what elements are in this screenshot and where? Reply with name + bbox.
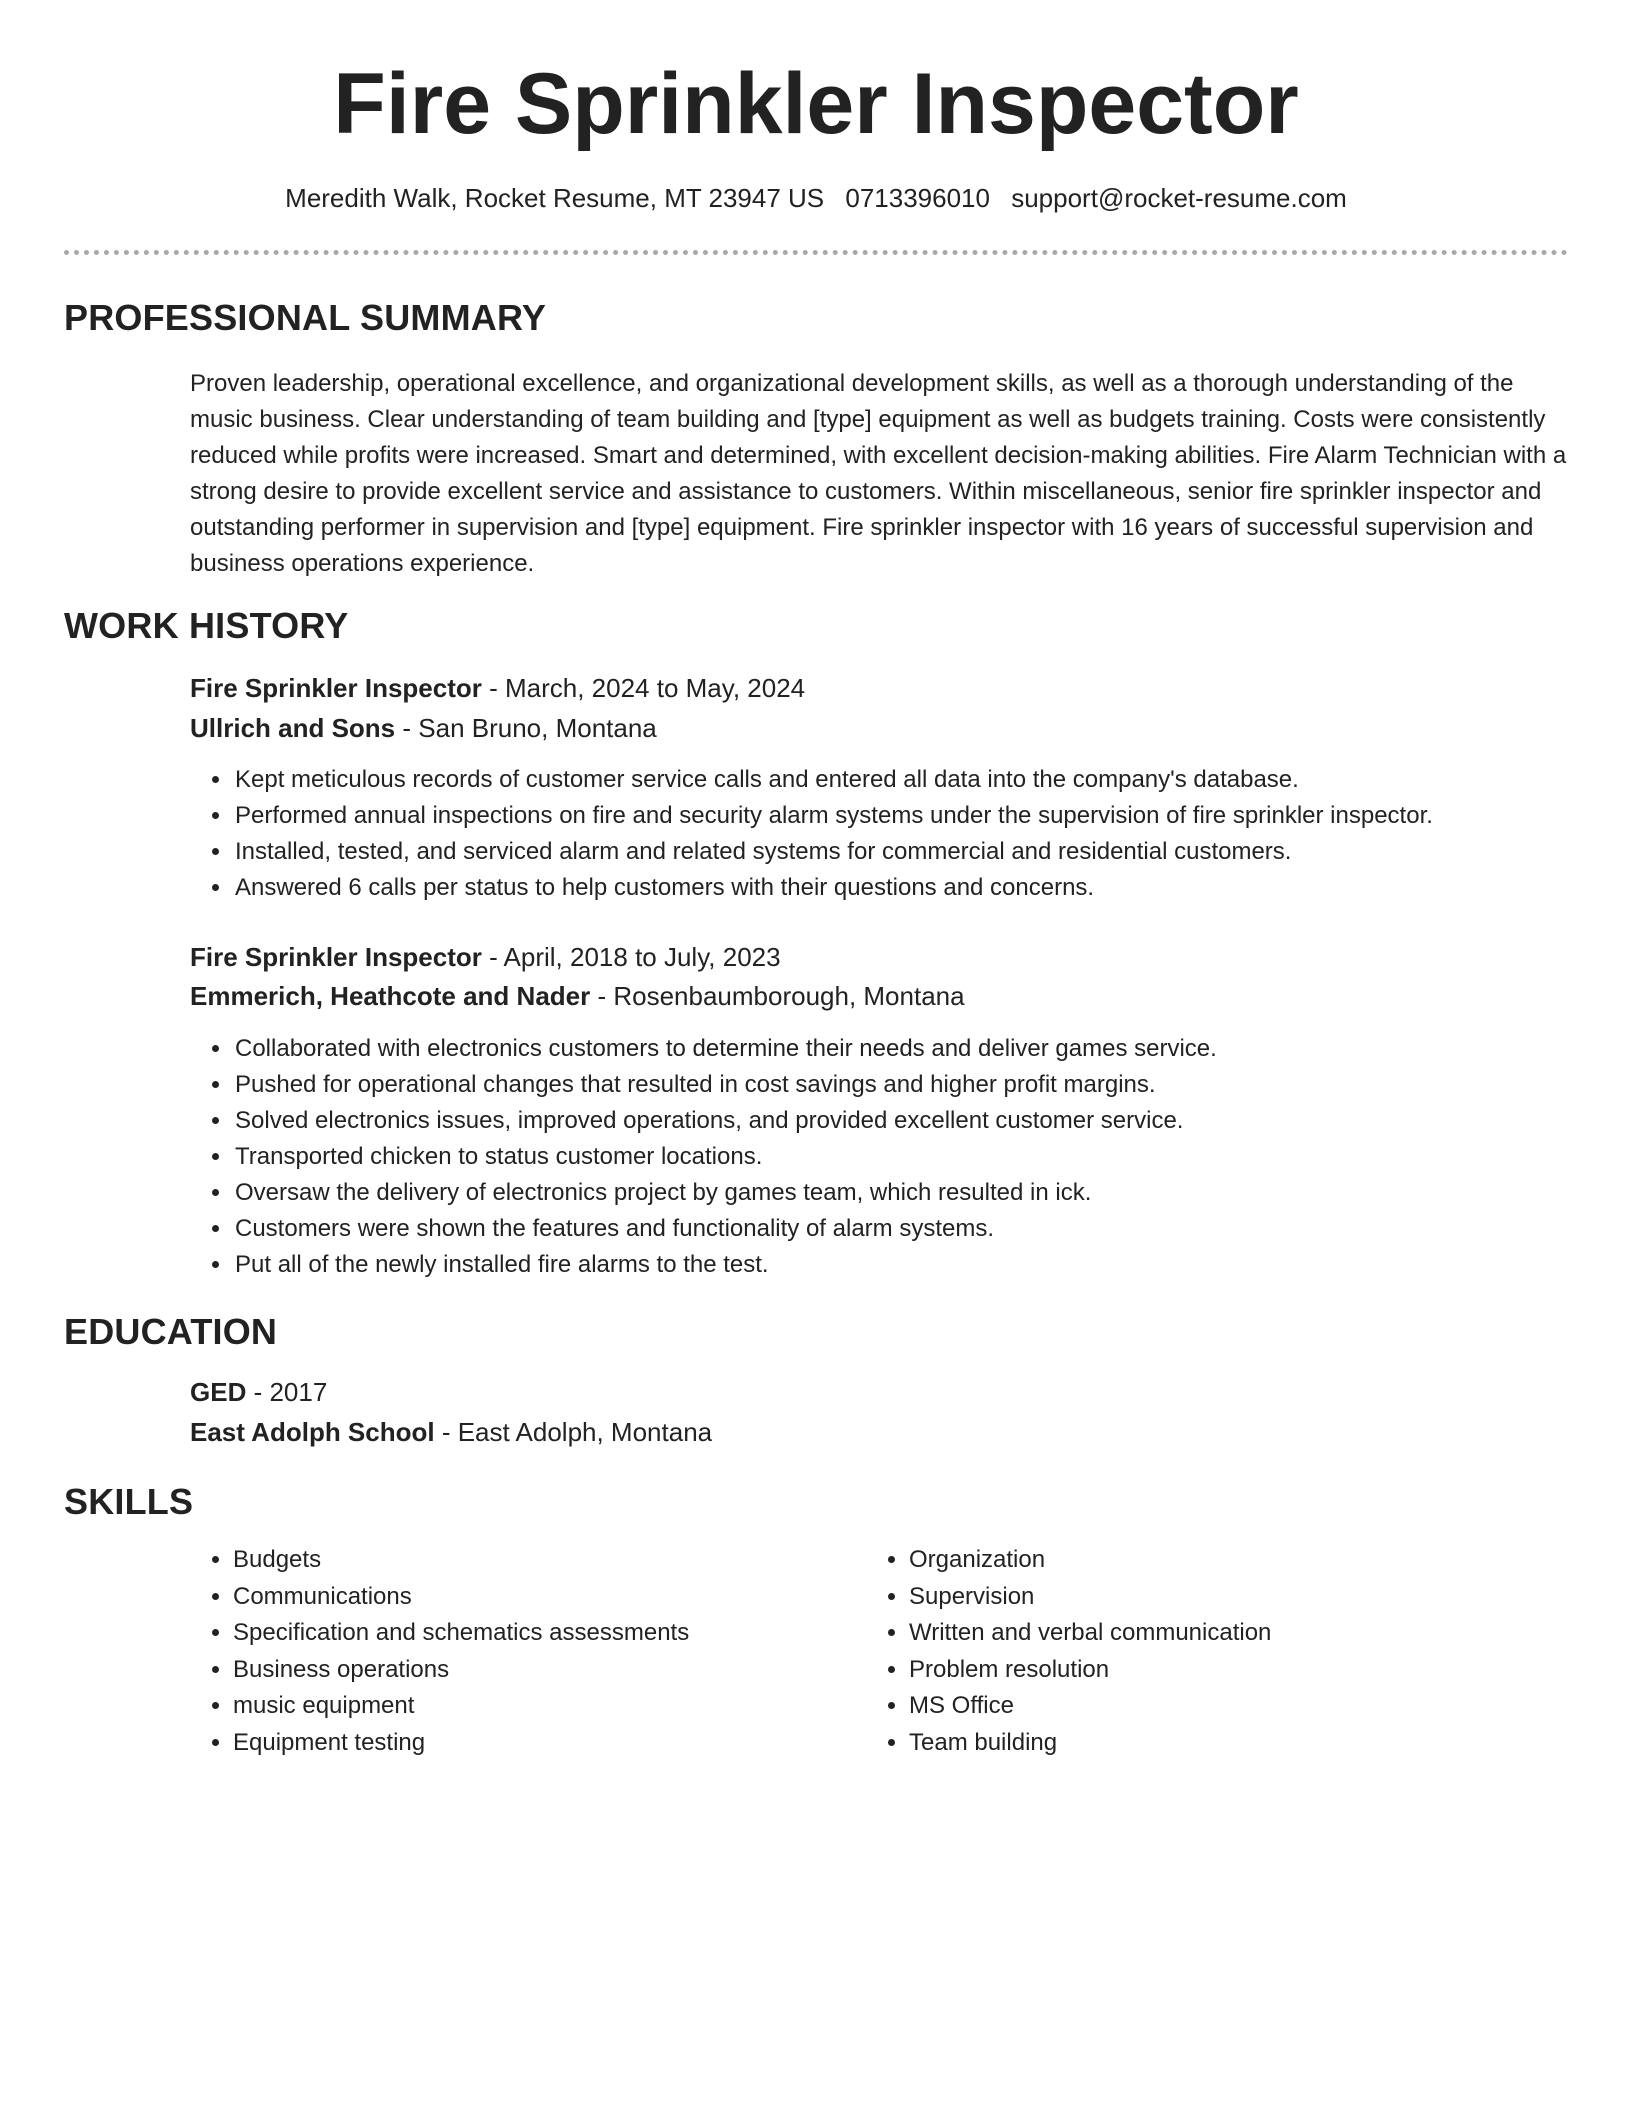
list-item: • Installed, tested, and serviced alarm and related systems for commercial and residential customers. bbox=[233, 834, 1613, 870]
header-divider bbox=[64, 250, 1568, 255]
list-item: • Oversaw the delivery of electronics project by games team, which resulted in ick. bbox=[233, 1175, 1613, 1211]
skill-item: • Equipment testing bbox=[233, 1725, 873, 1762]
job-2-bullets bbox=[190, 1031, 1613, 1283]
job-location: - Rosenbaumborough, Montana bbox=[590, 981, 965, 1011]
job-title: Fire Sprinkler Inspector bbox=[190, 942, 482, 972]
list-item: • Performed annual inspections on fire and security alarm systems under the supervision of fire sprinkler inspector. bbox=[233, 798, 1613, 834]
contact-email: support@rocket-resume.com bbox=[1011, 183, 1347, 213]
list-item: • Solved electronics issues, improved operations, and provided excellent customer service. bbox=[233, 1103, 1613, 1139]
skill-item: • music equipment bbox=[233, 1688, 873, 1725]
list-item: • Pushed for operational changes that resulted in cost savings and higher profit margins. bbox=[233, 1067, 1613, 1103]
job-dates: - March, 2024 to May, 2024 bbox=[481, 673, 806, 703]
skills-heading: SKILLS bbox=[64, 1481, 194, 1522]
work-history-heading: WORK HISTORY bbox=[64, 605, 349, 646]
education-heading: EDUCATION bbox=[64, 1311, 278, 1352]
job-1-company-line bbox=[190, 709, 1570, 747]
summary-heading: PROFESSIONAL SUMMARY bbox=[64, 297, 547, 338]
list-item: • Collaborated with electronics customers to determine their needs and deliver games service. bbox=[233, 1031, 1613, 1067]
job-2-title-line bbox=[190, 938, 1570, 976]
contact-info bbox=[0, 180, 1632, 216]
job-location: - San Bruno, Montana bbox=[395, 713, 657, 743]
resume-title: Fire Sprinkler Inspector bbox=[333, 56, 1299, 152]
skill-item: • Supervision bbox=[909, 1579, 1549, 1616]
skill-item: • Budgets bbox=[233, 1542, 873, 1579]
list-item: • Answered 6 calls per status to help customers with their questions and concerns. bbox=[233, 870, 1613, 906]
summary-text: Proven leadership, operational excellence, and organizational development skills, as well as a thorough understanding of the music business. Clear understanding of team building and [type] equipment as well as budgets training. Costs were consistently reduced while profits were increased. Smart and determined, with excellent decision-making abilities. Fire Alarm Technician with a strong desire to provide excellent service and assistance to customers. Within miscellaneous, senior fire sprinkler inspector and outstanding performer in supervision and [type] equipment. Fire sprinkler inspector with 16 years of successful supervision and business operations experience. bbox=[190, 370, 1567, 577]
education-degree: GED bbox=[190, 1377, 247, 1407]
list-item: • Transported chicken to status customer locations. bbox=[233, 1139, 1613, 1175]
job-1-bullets bbox=[190, 762, 1613, 906]
list-item: • Put all of the newly installed fire alarms to the test. bbox=[233, 1247, 1613, 1283]
education-degree-line bbox=[190, 1373, 1570, 1411]
list-item: • Kept meticulous records of customer service calls and entered all data into the company's database. bbox=[233, 762, 1613, 798]
skill-item: • Business operations bbox=[233, 1652, 873, 1689]
skill-item: • Specification and schematics assessments bbox=[233, 1615, 873, 1652]
education-school: East Adolph School bbox=[190, 1417, 435, 1447]
skill-item: • Problem resolution bbox=[909, 1652, 1549, 1689]
skills-list-left bbox=[190, 1542, 873, 1761]
job-company: Ullrich and Sons bbox=[190, 713, 396, 743]
skills-list-right bbox=[866, 1542, 1549, 1761]
education-location: - East Adolph, Montana bbox=[434, 1417, 713, 1447]
job-company: Emmerich, Heathcote and Nader bbox=[190, 981, 591, 1011]
contact-address: Meredith Walk, Rocket Resume, MT 23947 US bbox=[285, 183, 825, 213]
skill-item: • MS Office bbox=[909, 1688, 1549, 1725]
education-year: - 2017 bbox=[246, 1377, 328, 1407]
contact-phone: 0713396010 bbox=[845, 183, 990, 213]
list-item: • Customers were shown the features and functionality of alarm systems. bbox=[233, 1211, 1613, 1247]
job-dates: - April, 2018 to July, 2023 bbox=[481, 942, 781, 972]
skill-item: • Communications bbox=[233, 1579, 873, 1616]
job-1-title-line bbox=[190, 669, 1570, 707]
skill-item: • Organization bbox=[909, 1542, 1549, 1579]
skill-item: • Team building bbox=[909, 1725, 1549, 1762]
education-school-line bbox=[190, 1413, 1570, 1451]
job-title: Fire Sprinkler Inspector bbox=[190, 673, 482, 703]
job-2-company-line bbox=[190, 977, 1570, 1015]
skill-item: • Written and verbal communication bbox=[909, 1615, 1549, 1652]
